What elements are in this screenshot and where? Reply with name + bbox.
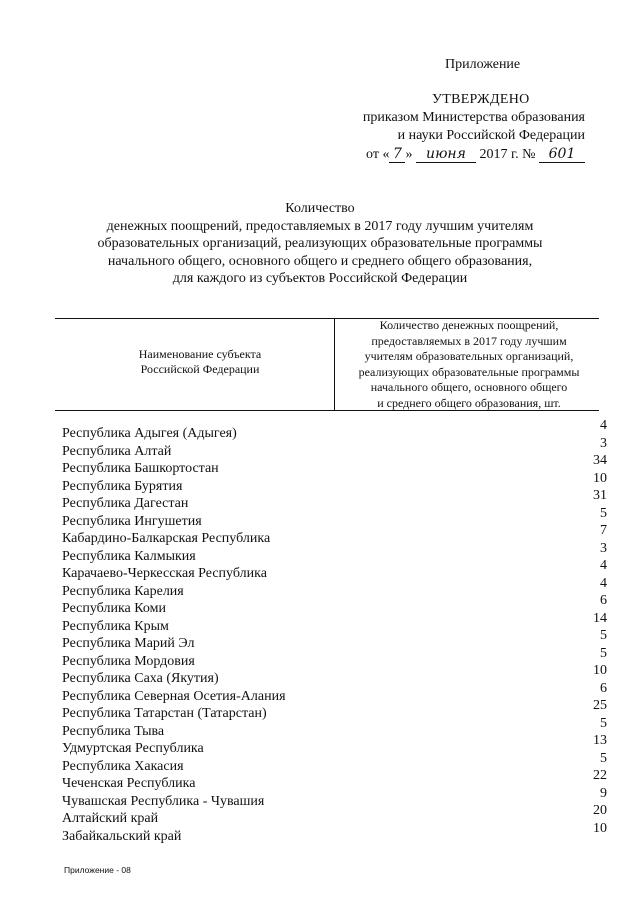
column-header-subject-line-1: Наименование субъекта bbox=[138, 347, 262, 361]
title-line-1: Количество bbox=[285, 201, 355, 216]
subject-name: Республика Калмыкия bbox=[62, 548, 196, 564]
subject-name: Республика Бурятия bbox=[62, 478, 183, 494]
appendix-label: Приложение bbox=[445, 57, 521, 72]
table-row bbox=[62, 558, 607, 582]
date-prefix: от « bbox=[366, 147, 390, 162]
table-column-divider bbox=[334, 318, 335, 410]
title-line-2: денежных поощрений, предоставляемых в 2017 году лучшим учителям bbox=[106, 218, 534, 234]
approved-stamp-text: УТВЕРЖДЕНО bbox=[432, 92, 530, 107]
subject-name: Республика Карелия bbox=[62, 583, 184, 599]
award-count: 3 bbox=[600, 435, 607, 451]
award-count: 10 bbox=[593, 820, 607, 836]
subject-name: Республика Алтай bbox=[62, 443, 172, 459]
award-count: 3 bbox=[600, 540, 607, 556]
table-row bbox=[62, 663, 607, 687]
subject-name: Карачаево-Черкесская Республика bbox=[62, 566, 267, 581]
subject-name: Республика Марий Эл bbox=[62, 636, 195, 651]
table-row bbox=[62, 628, 607, 652]
table-row bbox=[62, 820, 607, 845]
subject-name: Республика Адыгея (Адыгея) bbox=[62, 426, 237, 441]
column-header-count-line: реализующих образовательные программы bbox=[358, 364, 580, 379]
subject-name: Республика Мордовия bbox=[62, 653, 195, 669]
table-row bbox=[62, 453, 607, 477]
award-count: 6 bbox=[600, 593, 607, 608]
award-count: 6 bbox=[600, 680, 607, 696]
award-count: 4 bbox=[600, 418, 607, 433]
table-row bbox=[62, 418, 607, 442]
handwritten-order-number: 601 bbox=[539, 146, 585, 163]
award-count: 4 bbox=[600, 575, 607, 591]
column-header-count-line: и среднего общего образования, шт. bbox=[377, 395, 561, 410]
award-count: 5 bbox=[600, 715, 607, 731]
order-line-2: и науки Российской Федерации bbox=[397, 128, 585, 143]
table-row bbox=[62, 698, 607, 722]
table-row bbox=[62, 768, 607, 792]
table-row bbox=[62, 435, 607, 460]
order-date-line bbox=[366, 146, 585, 163]
table-row bbox=[62, 610, 607, 635]
table-row bbox=[62, 680, 607, 705]
subject-name: Республика Дагестан bbox=[62, 496, 189, 511]
table-row bbox=[62, 523, 607, 547]
table-row bbox=[62, 470, 607, 495]
subject-name: Чувашская Республика - Чувашия bbox=[62, 793, 265, 809]
award-count: 10 bbox=[593, 663, 607, 678]
subject-name: Республика Башкортостан bbox=[62, 461, 219, 476]
subject-name: Алтайский край bbox=[62, 811, 159, 826]
column-header-subject bbox=[80, 347, 320, 377]
award-count: 22 bbox=[593, 768, 607, 783]
award-count: 10 bbox=[593, 470, 607, 486]
award-count: 5 bbox=[600, 628, 607, 643]
date-year: 2017 г. № bbox=[479, 147, 536, 162]
handwritten-day: 7 bbox=[389, 146, 405, 163]
subject-name: Республика Северная Осетия-Алания bbox=[62, 688, 286, 704]
table-row bbox=[62, 575, 607, 600]
subject-name: Забайкальский край bbox=[62, 828, 182, 844]
table-row bbox=[62, 785, 607, 810]
table-row bbox=[62, 750, 607, 775]
award-count: 5 bbox=[600, 505, 607, 521]
title-line-5: для каждого из субъектов Российской Федерации bbox=[172, 271, 468, 286]
table-row bbox=[62, 803, 607, 827]
award-count: 13 bbox=[593, 733, 607, 748]
column-header-subject-line-2: Российской Федерации bbox=[140, 362, 260, 376]
subject-name: Республика Тыва bbox=[62, 723, 165, 739]
table-row bbox=[62, 505, 607, 530]
subject-name: Республика Крым bbox=[62, 618, 169, 634]
subject-name: Удмуртская Республика bbox=[62, 741, 204, 756]
handwritten-month: июня bbox=[416, 146, 476, 163]
subject-name: Республика Татарстан (Татарстан) bbox=[62, 706, 267, 721]
subject-name: Чеченская Республика bbox=[62, 776, 196, 791]
award-count: 4 bbox=[600, 558, 607, 573]
column-header-count-line: предоставляемых в 2017 году лучшим bbox=[371, 333, 567, 348]
award-count: 25 bbox=[593, 698, 607, 713]
column-header-count-line: Количество денежных поощрений, bbox=[379, 318, 559, 332]
table-row bbox=[62, 645, 607, 670]
award-count: 9 bbox=[600, 785, 607, 801]
award-count: 7 bbox=[600, 523, 607, 538]
column-header-count-line: учителям образовательных организаций, bbox=[364, 349, 574, 363]
subject-name: Республика Саха (Якутия) bbox=[62, 671, 219, 686]
subject-name: Республика Хакасия bbox=[62, 758, 184, 774]
table-row bbox=[62, 488, 607, 512]
page-footer-label: Приложение - 08 bbox=[64, 865, 131, 875]
award-count: 5 bbox=[600, 750, 607, 766]
subjects-table-body bbox=[62, 418, 607, 844]
table-row bbox=[62, 593, 607, 617]
document-title bbox=[60, 200, 580, 288]
order-line-1: приказом Министерства образования bbox=[362, 110, 585, 125]
subject-name: Республика Ингушетия bbox=[62, 513, 202, 529]
title-line-4: начального общего, основного общего и среднего общего образования, bbox=[107, 253, 533, 269]
award-count: 5 bbox=[600, 645, 607, 661]
column-header-count-line: начального общего, основного общего bbox=[370, 380, 568, 394]
table-row bbox=[62, 715, 607, 740]
title-line-3: образовательных организаций, реализующих образовательные программы bbox=[97, 236, 543, 251]
table-row bbox=[62, 540, 607, 565]
subject-name: Кабардино-Балкарская Республика bbox=[62, 531, 271, 546]
date-separator: » bbox=[405, 147, 413, 162]
table-row bbox=[62, 733, 607, 757]
award-count: 34 bbox=[593, 453, 607, 468]
subject-name: Республика Коми bbox=[62, 601, 166, 616]
column-header-count bbox=[340, 318, 598, 411]
award-count: 31 bbox=[593, 488, 607, 503]
award-count: 20 bbox=[593, 803, 607, 818]
award-count: 14 bbox=[593, 610, 607, 626]
